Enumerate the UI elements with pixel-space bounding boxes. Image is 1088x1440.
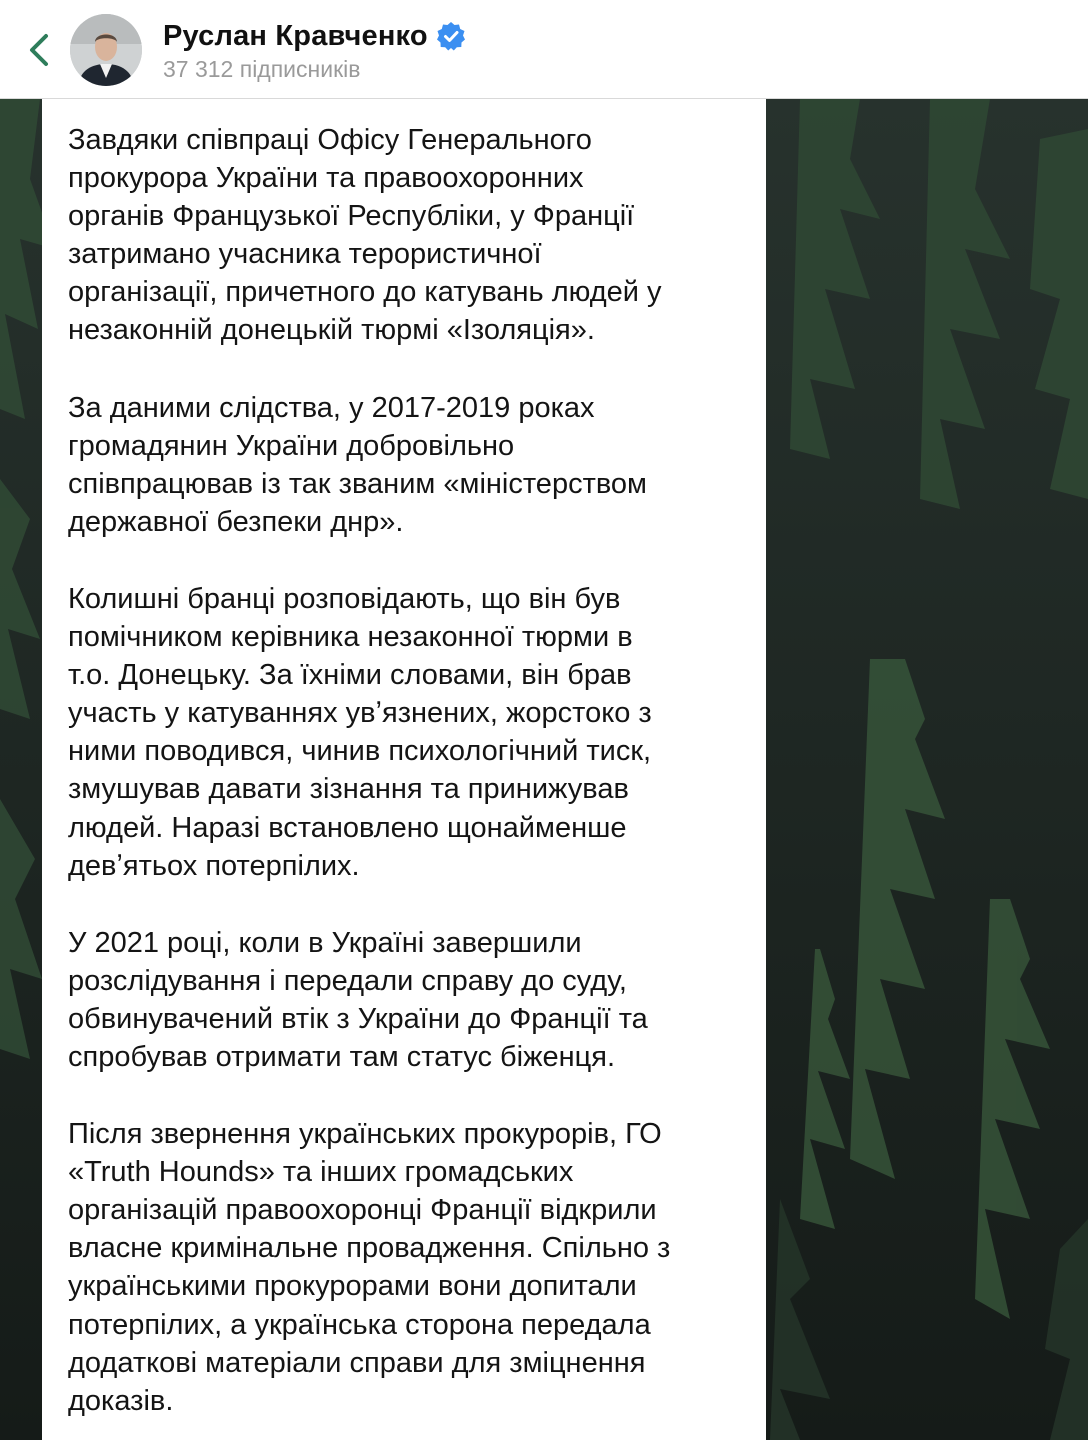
post-line: Після звернення українських прокурорів, ГО [68, 1118, 662, 1151]
channel-header [0, 0, 1088, 99]
post-line: спробував отримати там статус біженця. [68, 1040, 616, 1073]
post-line: т.о. Донецьку. За їхніми словами, він брав [68, 659, 632, 692]
post-line: потерпілих, а українська сторона передала [68, 1308, 651, 1341]
post-line: доказів. [68, 1384, 174, 1417]
post-line: додаткові матеріали справи для зміцнення [68, 1346, 646, 1379]
post-paragraph [68, 121, 736, 350]
channel-post[interactable] [42, 99, 766, 1440]
post-line: участь у катуваннях увʼязнених, жорстоко з [68, 697, 652, 730]
post-line: людей. Наразі встановлено щонайменше [68, 811, 627, 844]
post-line: співпрацював із так званим «міністерством [68, 467, 647, 500]
post-line: Завдяки співпраці Офісу Генерального [68, 124, 592, 156]
channel-name: Руслан Кравченко [163, 19, 428, 52]
verified-badge-icon [436, 21, 466, 51]
profile-photo [70, 14, 142, 86]
post-line: За даними слідства, у 2017-2019 роках [68, 391, 595, 424]
post-line: незаконній донецькій тюрмі «Ізоляція». [68, 314, 595, 347]
post-paragraph [68, 924, 736, 1076]
subscriber-count: 37 312 підписників [163, 56, 361, 82]
post-line: організацій правоохоронці Франції відкрили [68, 1194, 657, 1227]
post-line: девʼятьох потерпілих. [68, 849, 360, 882]
post-line: змушував давати зізнання та принижував [68, 773, 629, 806]
post-paragraph [68, 580, 736, 885]
chevron-left-icon [22, 28, 58, 72]
post-line: організації, причетного до катувань людей у [68, 276, 662, 309]
post-line: громадянин України добровільно [68, 429, 515, 462]
post-line: органів Французької Республіки, у Франції [68, 200, 635, 233]
post-line: ними поводився, чинив психологічний тиск, [68, 735, 652, 768]
avatar[interactable] [70, 14, 142, 86]
back-button[interactable] [22, 28, 58, 72]
post-line: власне кримінальне провадження. Спільно з [68, 1232, 671, 1265]
post-line: помічником керівника незаконної тюрми в [68, 621, 633, 654]
post-line: «Truth Hounds» та інших громадських [68, 1156, 574, 1189]
post-line: обвинувачений втік з України до Франції та [68, 1002, 648, 1035]
post-line: затримано учасника терористичної [68, 238, 542, 271]
channel-title-row[interactable] [163, 16, 466, 56]
post-line: У 2021 році, коли в Україні завершили [68, 926, 582, 959]
post-line: Колишні бранці розповідають, що він був [68, 582, 621, 615]
post-line: українськими прокурорами вони допитали [68, 1270, 637, 1303]
post-line: розслідування і передали справу до суду, [68, 964, 627, 997]
post-paragraph [68, 1115, 736, 1420]
post-paragraph [68, 389, 736, 541]
post-line: прокурора України та правоохоронних [68, 162, 584, 195]
post-line: державної безпеки днр». [68, 505, 404, 538]
